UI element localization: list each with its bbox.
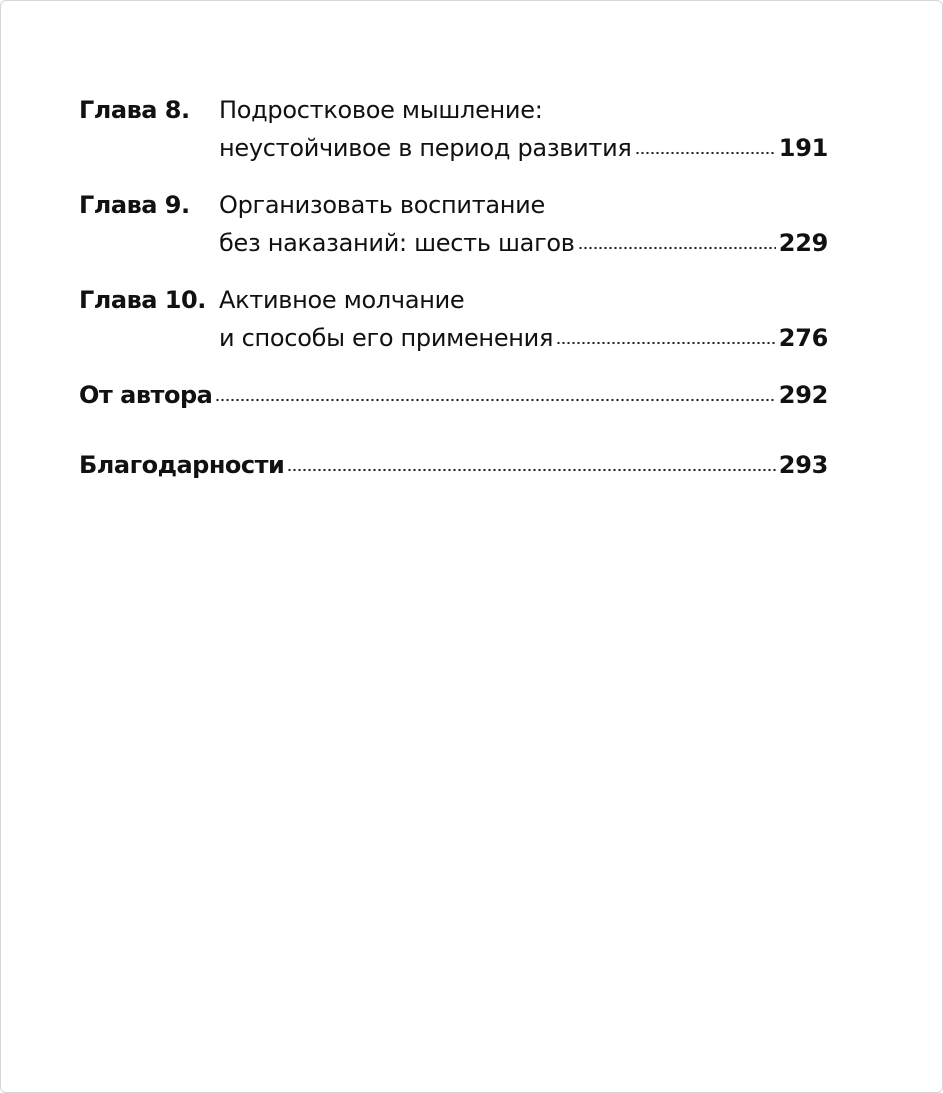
chapter-title-line: Подростковое мышление: xyxy=(219,96,543,124)
toc-entry-chapter-9[interactable] xyxy=(79,186,828,262)
page-number: 229 xyxy=(778,229,828,257)
chapter-title-block xyxy=(219,281,828,357)
chapter-label: Глава 10. xyxy=(79,286,206,314)
dot-leader xyxy=(635,150,776,156)
section-leader-line xyxy=(79,446,828,484)
chapter-title-block xyxy=(219,186,828,262)
page-number: 276 xyxy=(778,324,828,352)
toc-entry-acknowledgements[interactable] xyxy=(79,446,828,484)
dot-leader xyxy=(556,340,776,346)
dot-leader xyxy=(215,397,775,403)
dot-leader xyxy=(578,245,776,251)
section-title-block xyxy=(79,446,828,484)
section-title: Благодарности xyxy=(79,451,285,479)
chapter-leader-line xyxy=(219,224,828,262)
chapter-title-line: Активное молчание xyxy=(219,286,465,314)
section-title: От автора xyxy=(79,381,213,409)
section-title-block xyxy=(79,376,828,414)
chapter-title-line: Организовать воспитание xyxy=(219,191,545,219)
toc-entry-chapter-8[interactable] xyxy=(79,91,828,167)
chapter-title-line: и способы его применения xyxy=(219,324,554,352)
table-of-contents xyxy=(79,91,828,516)
chapter-title-line: без наказаний: шесть шагов xyxy=(219,229,575,257)
chapter-label: Глава 8. xyxy=(79,96,190,124)
section-leader-line xyxy=(79,376,828,414)
chapter-title-block xyxy=(219,91,828,167)
page-number: 293 xyxy=(778,451,828,479)
page-number: 292 xyxy=(778,381,828,409)
chapter-label: Глава 9. xyxy=(79,191,190,219)
toc-entry-chapter-10[interactable] xyxy=(79,281,828,357)
dot-leader xyxy=(287,467,775,473)
chapter-leader-line xyxy=(219,129,828,167)
chapter-leader-line xyxy=(219,319,828,357)
page-number: 191 xyxy=(778,134,828,162)
toc-entry-from-author[interactable] xyxy=(79,376,828,414)
chapter-title-line: неустойчивое в период развития xyxy=(219,134,632,162)
